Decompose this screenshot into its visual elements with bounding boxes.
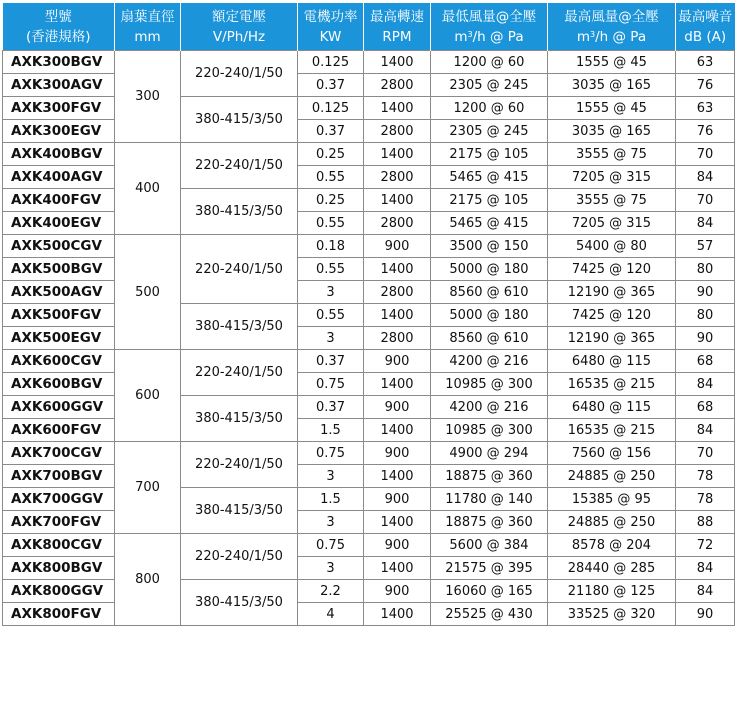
power-cell: 3 xyxy=(298,327,364,350)
model-cell: AXK600GGV xyxy=(3,396,115,419)
voltage-cell: 380-415/3/50 xyxy=(181,189,298,235)
max-airflow-cell: 12190 @ 365 xyxy=(548,281,676,304)
power-cell: 4 xyxy=(298,603,364,626)
voltage-cell: 220-240/1/50 xyxy=(181,143,298,189)
max-airflow-cell: 16535 @ 215 xyxy=(548,373,676,396)
noise-cell: 68 xyxy=(676,396,735,419)
min-airflow-cell: 11780 @ 140 xyxy=(431,488,548,511)
max-airflow-cell: 33525 @ 320 xyxy=(548,603,676,626)
rpm-cell: 1400 xyxy=(364,189,431,212)
max-airflow-cell: 21180 @ 125 xyxy=(548,580,676,603)
rpm-cell: 2800 xyxy=(364,74,431,97)
noise-cell: 80 xyxy=(676,258,735,281)
rpm-cell: 1400 xyxy=(364,373,431,396)
max-airflow-cell: 12190 @ 365 xyxy=(548,327,676,350)
min-airflow-cell: 10985 @ 300 xyxy=(431,419,548,442)
rpm-cell: 900 xyxy=(364,235,431,258)
rpm-cell: 1400 xyxy=(364,51,431,74)
min-airflow-cell: 3500 @ 150 xyxy=(431,235,548,258)
power-cell: 0.75 xyxy=(298,534,364,557)
noise-cell: 72 xyxy=(676,534,735,557)
noise-cell: 84 xyxy=(676,166,735,189)
noise-cell: 76 xyxy=(676,74,735,97)
noise-cell: 90 xyxy=(676,281,735,304)
header-row xyxy=(3,3,735,51)
rpm-cell: 2800 xyxy=(364,120,431,143)
header-min-airflow: 最低風量@全壓 $m^3/h$ @ Pa xyxy=(431,3,548,51)
table-row xyxy=(3,396,735,419)
model-cell: AXK500BGV xyxy=(3,258,115,281)
min-airflow-cell: 4200 @ 216 xyxy=(431,396,548,419)
max-airflow-cell: 3035 @ 165 xyxy=(548,120,676,143)
max-airflow-cell: 7560 @ 156 xyxy=(548,442,676,465)
min-airflow-cell: 16060 @ 165 xyxy=(431,580,548,603)
min-airflow-cell: 5465 @ 415 xyxy=(431,166,548,189)
min-airflow-cell: 5000 @ 180 xyxy=(431,304,548,327)
voltage-cell: 220-240/1/50 xyxy=(181,235,298,304)
model-cell: AXK300AGV xyxy=(3,74,115,97)
power-cell: 0.37 xyxy=(298,120,364,143)
header-max-airflow: 最高風量@全壓 $m^3/h$ @ Pa xyxy=(548,3,676,51)
model-cell: AXK600BGV xyxy=(3,373,115,396)
min-airflow-cell: 21575 @ 395 xyxy=(431,557,548,580)
min-airflow-cell: 8560 @ 610 xyxy=(431,327,548,350)
max-airflow-cell: 7205 @ 315 xyxy=(548,212,676,235)
model-cell: AXK500EGV xyxy=(3,327,115,350)
power-cell: 0.37 xyxy=(298,350,364,373)
table-row xyxy=(3,603,735,626)
voltage-cell: 220-240/1/50 xyxy=(181,442,298,488)
model-cell: AXK300BGV xyxy=(3,51,115,74)
min-airflow-cell: 10985 @ 300 xyxy=(431,373,548,396)
power-cell: 0.25 xyxy=(298,143,364,166)
table-row xyxy=(3,350,735,373)
min-airflow-cell: 5000 @ 180 xyxy=(431,258,548,281)
max-airflow-cell: 16535 @ 215 xyxy=(548,419,676,442)
min-airflow-cell: 2305 @ 245 xyxy=(431,74,548,97)
power-cell: 0.25 xyxy=(298,189,364,212)
diameter-cell: 400 xyxy=(115,143,181,235)
model-cell: AXK300FGV xyxy=(3,97,115,120)
power-cell: 0.55 xyxy=(298,304,364,327)
rpm-cell: 900 xyxy=(364,534,431,557)
rpm-cell: 1400 xyxy=(364,419,431,442)
model-cell: AXK400BGV xyxy=(3,143,115,166)
model-cell: AXK700CGV xyxy=(3,442,115,465)
table-row xyxy=(3,304,735,327)
table-row xyxy=(3,557,735,580)
noise-cell: 90 xyxy=(676,603,735,626)
table-row xyxy=(3,373,735,396)
power-cell: 1.5 xyxy=(298,419,364,442)
min-airflow-cell: 5600 @ 384 xyxy=(431,534,548,557)
power-cell: 3 xyxy=(298,557,364,580)
table-row xyxy=(3,212,735,235)
power-cell: 0.55 xyxy=(298,258,364,281)
max-airflow-cell: 15385 @ 95 xyxy=(548,488,676,511)
min-airflow-cell: 2305 @ 245 xyxy=(431,120,548,143)
noise-cell: 63 xyxy=(676,51,735,74)
power-cell: 0.55 xyxy=(298,166,364,189)
min-airflow-cell: 4900 @ 294 xyxy=(431,442,548,465)
max-airflow-cell: 7425 @ 120 xyxy=(548,304,676,327)
rpm-cell: 900 xyxy=(364,396,431,419)
table-row xyxy=(3,166,735,189)
fan-spec-table xyxy=(2,3,735,626)
model-cell: AXK600FGV xyxy=(3,419,115,442)
power-cell: 3 xyxy=(298,465,364,488)
voltage-cell: 220-240/1/50 xyxy=(181,350,298,396)
diameter-cell: 800 xyxy=(115,534,181,626)
max-airflow-cell: 24885 @ 250 xyxy=(548,511,676,534)
voltage-cell: 220-240/1/50 xyxy=(181,51,298,97)
power-cell: 0.37 xyxy=(298,396,364,419)
power-cell: 0.55 xyxy=(298,212,364,235)
rpm-cell: 900 xyxy=(364,350,431,373)
noise-cell: 70 xyxy=(676,442,735,465)
rpm-cell: 1400 xyxy=(364,97,431,120)
max-airflow-cell: 8578 @ 204 xyxy=(548,534,676,557)
model-cell: AXK400FGV xyxy=(3,189,115,212)
rpm-cell: 1400 xyxy=(364,511,431,534)
power-cell: 0.75 xyxy=(298,442,364,465)
max-airflow-cell: 1555 @ 45 xyxy=(548,51,676,74)
max-airflow-cell: 6480 @ 115 xyxy=(548,350,676,373)
header-power: 電機功率 KW xyxy=(298,3,364,51)
table-row xyxy=(3,511,735,534)
diameter-cell: 300 xyxy=(115,51,181,143)
max-airflow-cell: 6480 @ 115 xyxy=(548,396,676,419)
noise-cell: 84 xyxy=(676,419,735,442)
model-cell: AXK800CGV xyxy=(3,534,115,557)
min-airflow-cell: 2175 @ 105 xyxy=(431,189,548,212)
header-noise: 最高噪音 dB (A) xyxy=(676,3,735,51)
model-cell: AXK800BGV xyxy=(3,557,115,580)
rpm-cell: 900 xyxy=(364,580,431,603)
table-row xyxy=(3,419,735,442)
noise-cell: 57 xyxy=(676,235,735,258)
min-airflow-cell: 5465 @ 415 xyxy=(431,212,548,235)
table-row xyxy=(3,97,735,120)
diameter-cell: 600 xyxy=(115,350,181,442)
model-cell: AXK800GGV xyxy=(3,580,115,603)
noise-cell: 84 xyxy=(676,580,735,603)
power-cell: 0.125 xyxy=(298,51,364,74)
model-cell: AXK400AGV xyxy=(3,166,115,189)
table-row xyxy=(3,465,735,488)
noise-cell: 84 xyxy=(676,373,735,396)
min-airflow-cell: 2175 @ 105 xyxy=(431,143,548,166)
diameter-cell: 500 xyxy=(115,235,181,350)
model-cell: AXK700FGV xyxy=(3,511,115,534)
rpm-cell: 900 xyxy=(364,442,431,465)
model-cell: AXK700BGV xyxy=(3,465,115,488)
power-cell: 1.5 xyxy=(298,488,364,511)
min-airflow-cell: 1200 @ 60 xyxy=(431,51,548,74)
min-airflow-cell: 18875 @ 360 xyxy=(431,465,548,488)
table-row xyxy=(3,488,735,511)
power-cell: 3 xyxy=(298,281,364,304)
voltage-cell: 380-415/3/50 xyxy=(181,304,298,350)
rpm-cell: 1400 xyxy=(364,304,431,327)
rpm-cell: 1400 xyxy=(364,465,431,488)
power-cell: 0.37 xyxy=(298,74,364,97)
table-row xyxy=(3,143,735,166)
model-cell: AXK500AGV xyxy=(3,281,115,304)
voltage-cell: 380-415/3/50 xyxy=(181,488,298,534)
model-cell: AXK600CGV xyxy=(3,350,115,373)
table-row xyxy=(3,74,735,97)
max-airflow-cell: 28440 @ 285 xyxy=(548,557,676,580)
noise-cell: 78 xyxy=(676,488,735,511)
rpm-cell: 1400 xyxy=(364,258,431,281)
max-airflow-cell: 7205 @ 315 xyxy=(548,166,676,189)
table-row xyxy=(3,442,735,465)
rpm-cell: 2800 xyxy=(364,166,431,189)
noise-cell: 78 xyxy=(676,465,735,488)
table-row xyxy=(3,189,735,212)
diameter-cell: 700 xyxy=(115,442,181,534)
noise-cell: 70 xyxy=(676,143,735,166)
power-cell: 0.75 xyxy=(298,373,364,396)
table-row xyxy=(3,327,735,350)
header-voltage: 額定電壓 V/Ph/Hz xyxy=(181,3,298,51)
table-row xyxy=(3,120,735,143)
voltage-cell: 380-415/3/50 xyxy=(181,580,298,626)
max-airflow-cell: 5400 @ 80 xyxy=(548,235,676,258)
header-model: 型號 (香港規格) xyxy=(3,3,115,51)
power-cell: 2.2 xyxy=(298,580,364,603)
table-row xyxy=(3,51,735,74)
power-cell: 0.18 xyxy=(298,235,364,258)
noise-cell: 68 xyxy=(676,350,735,373)
noise-cell: 70 xyxy=(676,189,735,212)
power-cell: 3 xyxy=(298,511,364,534)
voltage-cell: 380-415/3/50 xyxy=(181,396,298,442)
rpm-cell: 900 xyxy=(364,488,431,511)
table-row xyxy=(3,258,735,281)
rpm-cell: 2800 xyxy=(364,212,431,235)
min-airflow-cell: 18875 @ 360 xyxy=(431,511,548,534)
noise-cell: 76 xyxy=(676,120,735,143)
noise-cell: 90 xyxy=(676,327,735,350)
table-row xyxy=(3,534,735,557)
voltage-cell: 380-415/3/50 xyxy=(181,97,298,143)
max-airflow-cell: 24885 @ 250 xyxy=(548,465,676,488)
rpm-cell: 1400 xyxy=(364,603,431,626)
max-airflow-cell: 7425 @ 120 xyxy=(548,258,676,281)
table-row xyxy=(3,281,735,304)
header-diameter: 扇葉直徑 mm xyxy=(115,3,181,51)
max-airflow-cell: 3555 @ 75 xyxy=(548,189,676,212)
model-cell: AXK700GGV xyxy=(3,488,115,511)
voltage-cell: 220-240/1/50 xyxy=(181,534,298,580)
max-airflow-cell: 3035 @ 165 xyxy=(548,74,676,97)
model-cell: AXK500FGV xyxy=(3,304,115,327)
model-cell: AXK800FGV xyxy=(3,603,115,626)
noise-cell: 63 xyxy=(676,97,735,120)
model-cell: AXK300EGV xyxy=(3,120,115,143)
model-cell: AXK500CGV xyxy=(3,235,115,258)
model-cell: AXK400EGV xyxy=(3,212,115,235)
rpm-cell: 1400 xyxy=(364,557,431,580)
min-airflow-cell: 4200 @ 216 xyxy=(431,350,548,373)
noise-cell: 84 xyxy=(676,557,735,580)
noise-cell: 84 xyxy=(676,212,735,235)
max-airflow-cell: 1555 @ 45 xyxy=(548,97,676,120)
power-cell: 0.125 xyxy=(298,97,364,120)
noise-cell: 88 xyxy=(676,511,735,534)
min-airflow-cell: 25525 @ 430 xyxy=(431,603,548,626)
table-row xyxy=(3,580,735,603)
max-airflow-cell: 3555 @ 75 xyxy=(548,143,676,166)
rpm-cell: 2800 xyxy=(364,281,431,304)
min-airflow-cell: 8560 @ 610 xyxy=(431,281,548,304)
noise-cell: 80 xyxy=(676,304,735,327)
header-speed: 最高轉速 RPM xyxy=(364,3,431,51)
rpm-cell: 1400 xyxy=(364,143,431,166)
rpm-cell: 2800 xyxy=(364,327,431,350)
table-row xyxy=(3,235,735,258)
min-airflow-cell: 1200 @ 60 xyxy=(431,97,548,120)
